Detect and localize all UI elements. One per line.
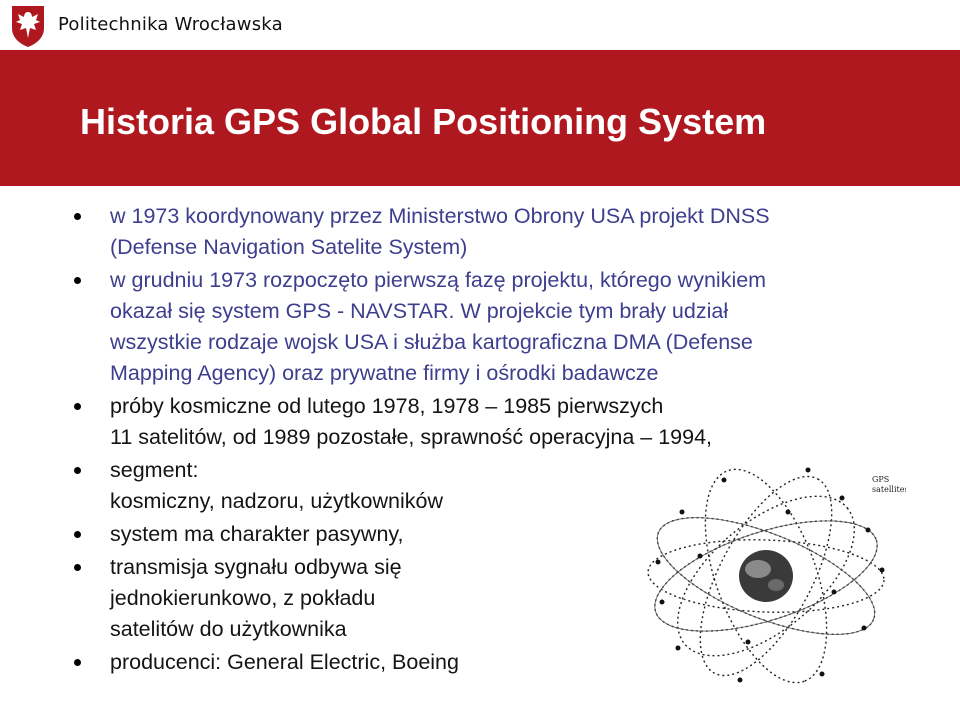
bullet-dot-icon (74, 467, 81, 474)
bullet-dot-icon (74, 403, 81, 410)
bullet-line: Mapping Agency) oraz prywatne firmy i ośrodki badawcze (110, 361, 659, 385)
bullet-line: w 1973 koordynowany przez Ministerstwo Obrony USA projekt DNSS (110, 204, 770, 228)
bullet-line: okazał się system GPS - NAVSTAR. W projekcie tym brały udział (110, 299, 729, 323)
top-bar (0, 0, 960, 50)
bullet-dot-icon (74, 659, 81, 666)
org-name: Politechnika Wrocławska (58, 14, 283, 35)
eagle-crest-icon (8, 4, 48, 48)
figure-label-line: GPS (872, 475, 890, 484)
bullet-item-2 (72, 265, 932, 389)
gps-orbits-illustration (638, 452, 906, 694)
bullet-line: segment: (110, 458, 199, 482)
bullet-line: satelitów do użytkownika (110, 617, 347, 641)
figure-label-line: satellites (872, 485, 906, 494)
bullet-line: system ma charakter pasywny, (110, 522, 404, 546)
bullet-dot-icon (74, 531, 81, 538)
bullet-line: producenci: General Electric, Boeing (110, 650, 459, 674)
bullet-line: 11 satelitów, od 1989 pozostałe, sprawność operacyjna – 1994, (110, 425, 712, 449)
slide-title: Historia GPS Global Positioning System (80, 101, 767, 142)
bullet-line: jednokierunkowo, z pokładu (110, 586, 376, 610)
bullet-item-3 (72, 391, 932, 453)
bullet-line: w grudniu 1973 rozpoczęto pierwszą fazę projektu, którego wynikiem (110, 268, 767, 292)
bullet-dot-icon (74, 277, 81, 284)
bullet-line: (Defense Navigation Satelite System) (110, 235, 468, 259)
bullet-dot-icon (74, 213, 81, 220)
bullet-line: transmisja sygnału odbywa się (110, 555, 402, 579)
bullet-dot-icon (74, 564, 81, 571)
bullet-item-1 (72, 201, 932, 263)
bullet-line: kosmiczny, nadzoru, użytkowników (110, 489, 443, 513)
bullet-line: próby kosmiczne od lutego 1978, 1978 – 1985 pierwszych (110, 394, 664, 418)
bullet-line: wszystkie rodzaje wojsk USA i służba kartograficzna DMA (Defense (110, 330, 753, 354)
gps-constellation-figure (638, 452, 906, 694)
